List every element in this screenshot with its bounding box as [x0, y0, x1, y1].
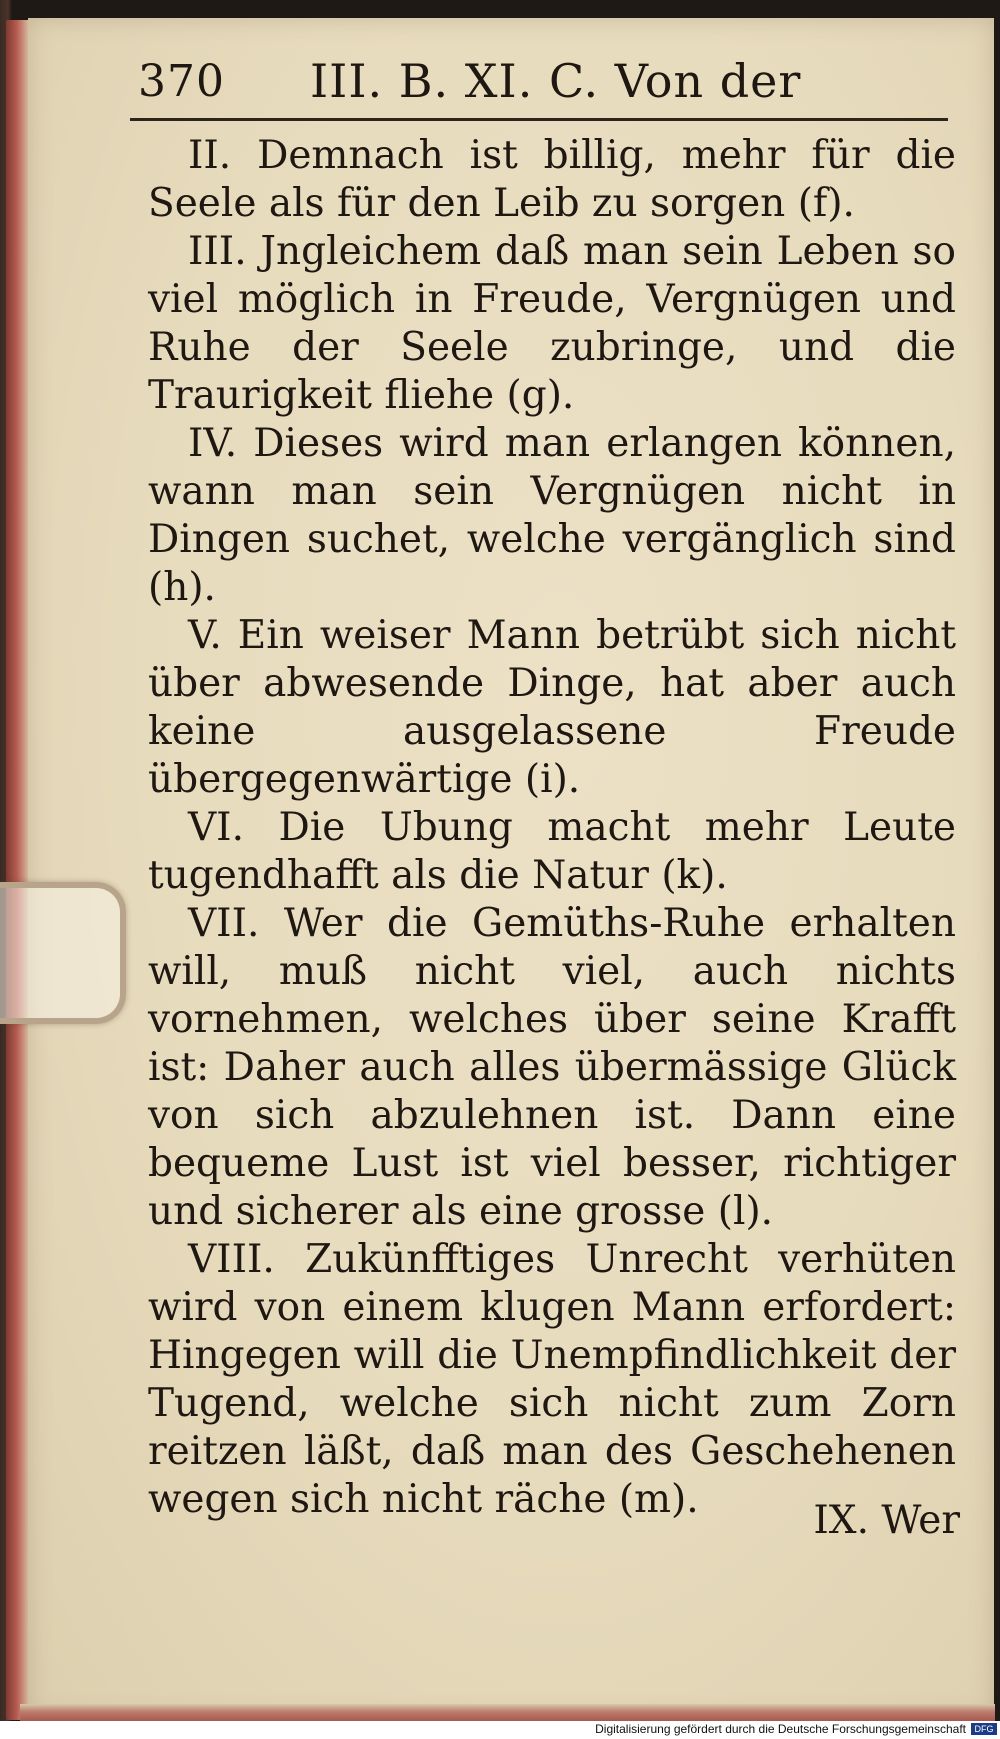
catchword: IX. Wer [813, 1498, 960, 1543]
paragraph-vii: VII. Wer die Gemüths-Ruhe erhalten will, muß nicht viel, auch nichts vornehmen, welches über seine Krafft ist: Daher auch alles übermässige Glück von sich abzulehnen ist. Dann eine bequeme Lust ist viel besser, richtiger und sicherer als eine grosse (l). [148, 901, 956, 1234]
paragraph-v: V. Ein weiser Mann betrübt sich nicht über abwesende Dinge, hat aber auch keine ausgelassene Freude übergegenwärtige (i). [148, 613, 956, 802]
dfg-logo: DFG [971, 1723, 997, 1735]
footer-credit: Digitalisierung gefördert durch die Deutsche Forschungsgemeinschaft [595, 1722, 966, 1736]
paragraph-iv: IV. Dieses wird man erlangen können, wann man sein Vergnügen nicht in Dingen suchet, welche vergänglich sind (h). [148, 421, 956, 610]
page-clip [0, 882, 126, 1024]
running-head: III. B. XI. C. Von der [310, 54, 802, 108]
paragraph-iii: III. Jngleichem daß man sein Leben so viel möglich in Freude, Vergnügen und Ruhe der Seele zubringe, und die Traurigkeit fliehe (g). [148, 229, 956, 418]
body-text [148, 132, 956, 1524]
paragraph-ii: II. Demnach ist billig, mehr für die Seele als für den Leib zu sorgen (f). [148, 133, 956, 226]
book-edge [6, 20, 30, 1720]
page-header [130, 52, 950, 114]
digitization-footer [0, 1721, 1000, 1739]
page-number: 370 [138, 56, 225, 107]
paragraph-vi: VI. Die Ubung macht mehr Leute tugendhafft als die Natur (k). [148, 805, 956, 898]
paragraph-viii: VIII. Zukünfftiges Unrecht verhüten wird von einem klugen Mann erfordert: Hingegen will die Unempfindlichkeit der Tugend, welche sich nicht zum Zorn reitzen läßt, daß man des Geschehenen wegen sich nicht räche (m). [148, 1237, 956, 1522]
header-rule [130, 118, 948, 121]
